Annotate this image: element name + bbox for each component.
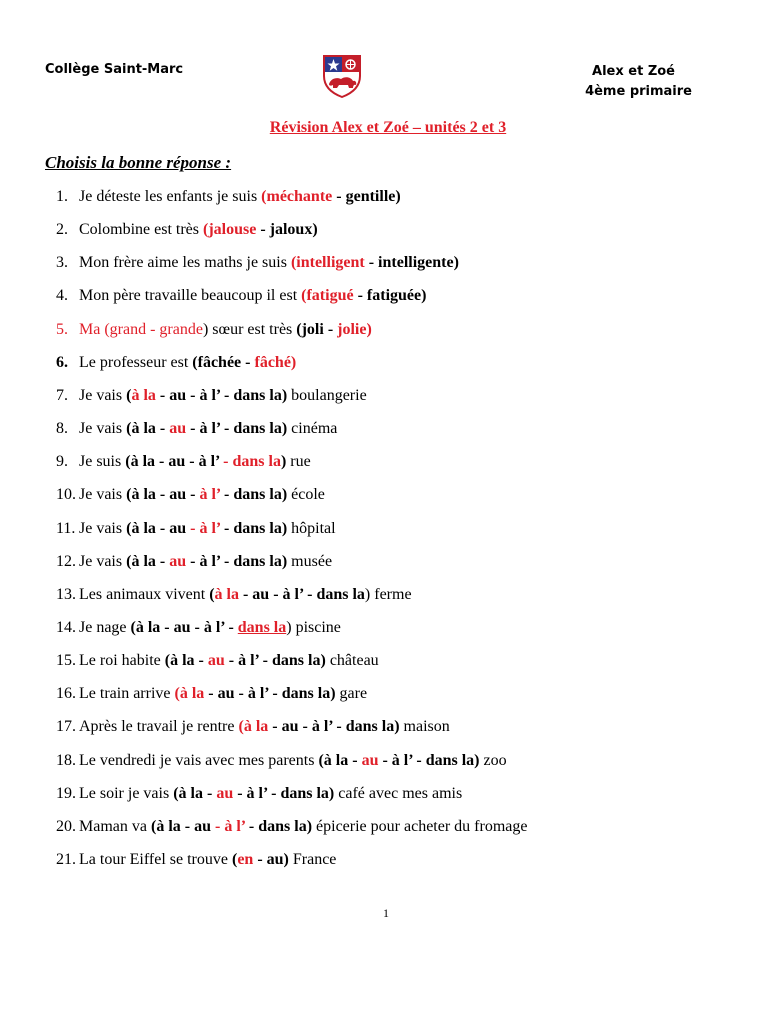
book-title: Alex et Zoé bbox=[592, 64, 675, 79]
question-text: Les animaux vivent bbox=[79, 585, 210, 603]
answer-highlight: (à la bbox=[238, 718, 269, 736]
answer-highlight: ( bbox=[261, 188, 267, 205]
question-item bbox=[56, 419, 337, 439]
question-text: - à l’ - dans la) bbox=[186, 420, 288, 438]
question-item bbox=[56, 784, 462, 804]
question-text: - à l’ - dans la) bbox=[224, 652, 326, 670]
question-number: 11. bbox=[56, 519, 76, 537]
answer-highlight: à la bbox=[131, 386, 156, 404]
question-text: école bbox=[287, 486, 325, 504]
answer-highlight: au bbox=[207, 652, 225, 670]
question-number: 10. bbox=[56, 486, 76, 504]
question-number: 12. bbox=[56, 552, 76, 570]
question-text: ) ferme bbox=[364, 585, 412, 603]
question-text: hôpital bbox=[287, 519, 336, 537]
question-text: France bbox=[288, 851, 337, 868]
question-text: Je vais bbox=[79, 519, 127, 537]
answer-highlight: au bbox=[169, 552, 187, 570]
question-item bbox=[56, 220, 318, 240]
question-number: 4. bbox=[56, 287, 68, 305]
question-item bbox=[56, 751, 507, 771]
question-number: 1. bbox=[56, 188, 68, 205]
question-item bbox=[56, 485, 325, 505]
question-text: maison bbox=[399, 718, 450, 736]
question-text: Je vais bbox=[79, 420, 127, 438]
answer-highlight: méchante bbox=[266, 188, 333, 205]
question-number: 6. bbox=[56, 353, 68, 371]
answer-highlight: à l’ bbox=[199, 486, 221, 504]
question-item bbox=[56, 386, 367, 406]
question-item bbox=[56, 817, 527, 837]
question-text: - dans la) bbox=[220, 486, 288, 504]
question-number: 7. bbox=[56, 386, 68, 404]
question-text: - dans la) bbox=[220, 519, 288, 537]
answer-highlight: (fatigué bbox=[301, 287, 354, 305]
question-text: - intelligente) bbox=[364, 254, 459, 272]
question-text: Maman va bbox=[79, 817, 151, 835]
question-item bbox=[56, 452, 311, 472]
question-number: 9. bbox=[56, 453, 68, 471]
answer-highlight: au bbox=[169, 420, 187, 438]
answer-highlight: (intelligent bbox=[290, 254, 365, 272]
answer-highlight: (jalouse bbox=[202, 221, 257, 239]
question-item bbox=[56, 850, 336, 870]
answer-highlight: (à la bbox=[174, 685, 205, 703]
answer-highlight: - à l’ bbox=[190, 519, 221, 537]
question-number: 3. bbox=[56, 254, 68, 272]
question-number: 5. bbox=[56, 320, 68, 338]
answer-highlight: en bbox=[237, 851, 254, 868]
question-text: boulangerie bbox=[287, 386, 367, 404]
question-text: - à l’ - dans la) bbox=[233, 784, 335, 802]
question-number: 16. bbox=[56, 685, 76, 703]
question-text: (fâchée - bbox=[192, 353, 255, 371]
question-text: Mon frère aime les maths je suis bbox=[79, 254, 291, 272]
question-text: épicerie pour acheter du fromage bbox=[312, 817, 528, 835]
question-item bbox=[56, 684, 367, 704]
question-item bbox=[56, 717, 450, 737]
question-text: musée bbox=[287, 552, 333, 570]
question-text: (à la - bbox=[164, 652, 208, 670]
question-text: - gentille) bbox=[332, 188, 401, 205]
question-text: rue bbox=[286, 453, 311, 471]
question-number: 14. bbox=[56, 618, 76, 636]
page-number: 1 bbox=[383, 906, 389, 920]
question-text: château bbox=[325, 652, 379, 670]
question-text: Colombine est très bbox=[79, 221, 203, 239]
question-number: 18. bbox=[56, 751, 76, 769]
question-number: 13. bbox=[56, 585, 76, 603]
question-text: La tour Eiffel se trouve bbox=[79, 851, 232, 868]
question-text: - au - à l’ - dans la bbox=[238, 585, 365, 603]
question-item bbox=[56, 552, 332, 572]
question-text: Après le travail je rentre bbox=[79, 718, 239, 736]
question-number: 15. bbox=[56, 652, 76, 670]
question-item bbox=[56, 353, 296, 373]
question-text: (joli bbox=[296, 320, 324, 338]
question-text: Le vendredi je vais avec mes parents bbox=[79, 751, 319, 769]
question-text: - jaloux) bbox=[256, 221, 318, 239]
question-text: ) piscine bbox=[286, 618, 341, 636]
question-text: Mon père travaille beaucoup il est bbox=[79, 287, 302, 305]
question-text: Je suis bbox=[79, 453, 126, 471]
answer-highlight: - dans la bbox=[223, 453, 281, 471]
question-text: (à la - bbox=[126, 420, 170, 438]
question-text: zoo bbox=[479, 751, 507, 769]
question-text: gare bbox=[335, 685, 368, 703]
answer-highlight: grande bbox=[159, 320, 203, 338]
answer-highlight: - à l’ bbox=[214, 817, 245, 835]
question-number: 20. bbox=[56, 817, 76, 835]
answer-highlight: fâché) bbox=[254, 353, 297, 371]
question-text: - au - à l’ - dans la) bbox=[268, 718, 400, 736]
grade-level: 4ème primaire bbox=[585, 84, 692, 99]
question-text: cinéma bbox=[287, 420, 338, 438]
school-crest-logo bbox=[322, 54, 362, 103]
question-text: (à la - au bbox=[126, 519, 191, 537]
answer-highlight: jolie) bbox=[337, 320, 372, 338]
question-item bbox=[56, 253, 459, 273]
question-text: (à la - bbox=[173, 784, 217, 802]
question-text: Le professeur est bbox=[79, 353, 193, 371]
worksheet-title: Révision Alex et Zoé – unités 2 et 3 bbox=[269, 119, 507, 136]
question-number: 21. bbox=[56, 851, 76, 868]
school-name: Collège Saint-Marc bbox=[45, 62, 184, 77]
question-item bbox=[56, 286, 426, 306]
answer-highlight: à la bbox=[214, 585, 239, 603]
class-info bbox=[585, 62, 692, 102]
question-text: - fatiguée) bbox=[353, 287, 427, 305]
question-number: 2. bbox=[56, 221, 68, 239]
question-text: - au - à l’ - dans la) bbox=[204, 685, 336, 703]
question-text: (à la - au - à l’ bbox=[125, 453, 224, 471]
question-text: ) sœur est très bbox=[202, 320, 297, 338]
question-number: 17. bbox=[56, 718, 76, 736]
question-item bbox=[56, 585, 412, 605]
answer-highlight: dans la bbox=[237, 618, 287, 636]
question-text: ( bbox=[231, 851, 238, 868]
question-item bbox=[56, 618, 341, 638]
question-item bbox=[56, 187, 401, 207]
question-item bbox=[56, 651, 379, 671]
question-text: Le soir je vais bbox=[79, 784, 174, 802]
question-text: - bbox=[323, 320, 338, 338]
question-text: Je vais bbox=[79, 552, 127, 570]
question-text: ) bbox=[280, 453, 287, 471]
question-text: (à la - bbox=[318, 751, 362, 769]
question-text: (à la - au - bbox=[126, 486, 200, 504]
instruction: Choisis la bonne réponse : bbox=[45, 153, 232, 172]
question-text: - dans la) bbox=[244, 817, 313, 835]
question-text: ( bbox=[209, 585, 215, 603]
answer-highlight: au bbox=[361, 751, 379, 769]
question-item bbox=[56, 519, 336, 539]
question-text: Je nage bbox=[79, 618, 131, 636]
question-text: (à la - bbox=[126, 552, 170, 570]
question-text: - à l’ - dans la) bbox=[378, 751, 480, 769]
question-item bbox=[56, 320, 372, 340]
question-text: Je vais bbox=[79, 386, 127, 404]
question-text: - à l’ - dans la) bbox=[186, 552, 288, 570]
question-text: - au) bbox=[253, 851, 289, 868]
question-number: 8. bbox=[56, 420, 68, 438]
question-text: café avec mes amis bbox=[334, 784, 463, 802]
question-text: Le roi habite bbox=[79, 652, 165, 670]
question-text: (à la - au - à l’ - bbox=[130, 618, 238, 636]
question-text: (à la - au bbox=[150, 817, 215, 835]
question-text: Le train arrive bbox=[79, 685, 175, 703]
question-text: Je vais bbox=[79, 486, 127, 504]
question-text: - au - à l’ - dans la) bbox=[155, 386, 288, 404]
question-number: 19. bbox=[56, 784, 76, 802]
question-text: Je déteste les enfants je suis bbox=[79, 188, 262, 205]
question-text: ( bbox=[126, 386, 132, 404]
answer-highlight: Ma (grand - bbox=[79, 320, 160, 338]
answer-highlight: au bbox=[216, 784, 234, 802]
